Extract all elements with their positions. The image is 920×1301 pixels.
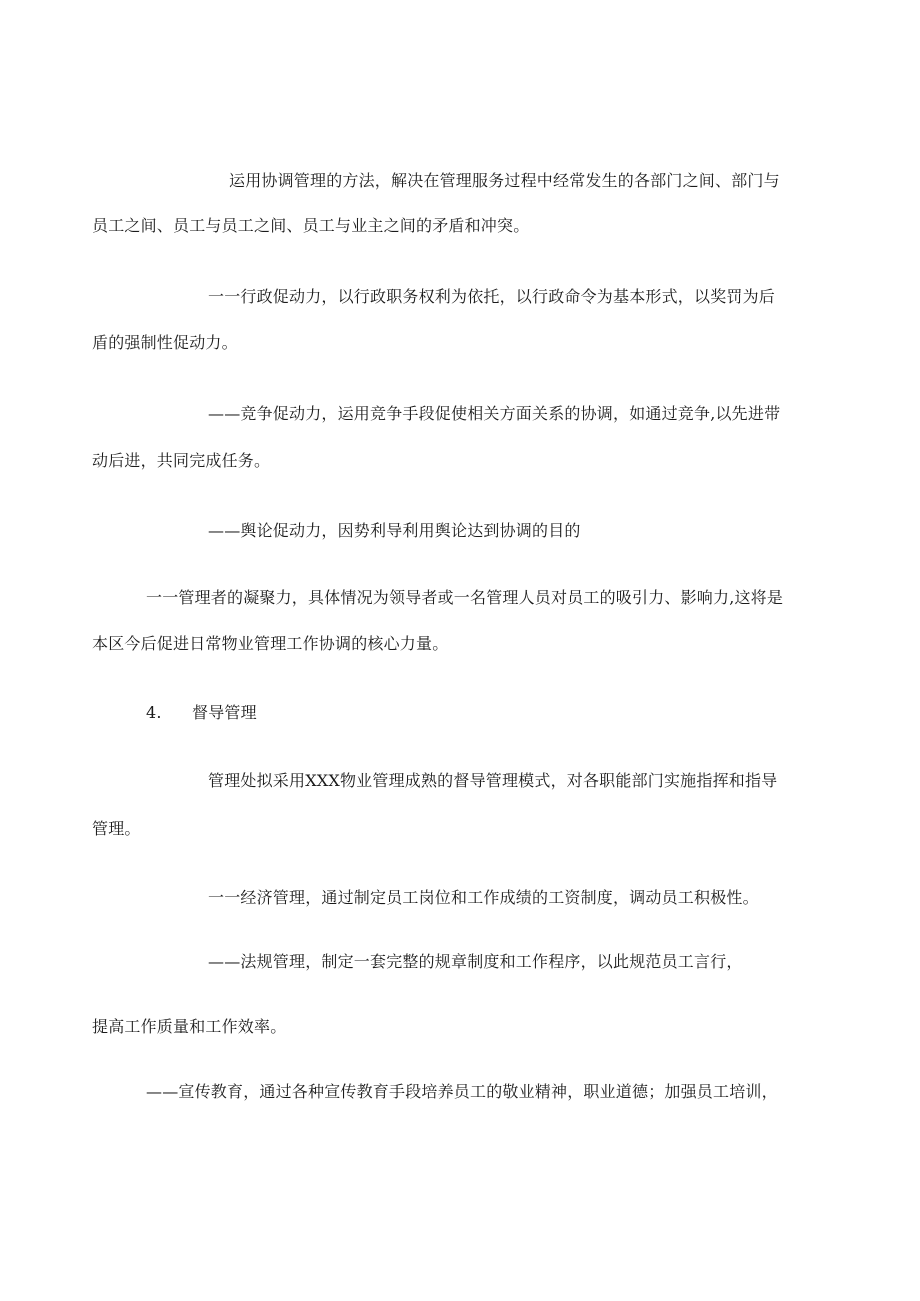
paragraph-1-line-1: 运用协调管理的方法，解决在管理服务过程中经常发生的各部门之间、部门与 — [229, 171, 780, 190]
paragraph-2-line-1: 一一行政促动力，以行政职务权利为依托，以行政命令为基本形式，以奖罚为后 — [208, 287, 776, 306]
paragraph-8-line-1: ——法规管理，制定一套完整的规章制度和工作程序，以此规范员工言行， — [208, 952, 743, 971]
paragraph-1-line-2: 员工之间、员工与员工之间、员工与业主之间的矛盾和冲突。 — [92, 216, 530, 235]
paragraph-6-line-2: 管理。 — [92, 819, 141, 838]
paragraph-8-line-2: 提高工作质量和工作效率。 — [92, 1017, 287, 1036]
paragraph-6-line-1: 管理处拟采用XXX物业管理成熟的督导管理模式，对各职能部门实施指挥和指导 — [208, 771, 778, 790]
section-title: 督导管理 — [192, 703, 257, 722]
paragraph-4-line-1: ——舆论促动力，因势利导利用舆论达到协调的目的 — [208, 521, 581, 540]
paragraph-2-line-2: 盾的强制性促动力。 — [92, 333, 238, 352]
paragraph-7-line-1: 一一经济管理，通过制定员工岗位和工作成绩的工资制度，调动员工积极性。 — [208, 888, 759, 907]
paragraph-5-line-2: 本区今后促进日常物业管理工作协调的核心力量。 — [92, 634, 449, 653]
paragraph-3-line-2: 动后进，共同完成任务。 — [92, 451, 271, 470]
paragraph-3-line-1: ——竞争促动力，运用竞争手段促使相关方面关系的协调，如通过竞争,以先进带 — [208, 404, 781, 423]
paragraph-9-line-1: ——宣传教育，通过各种宣传教育手段培养员工的敬业精神，职业道德；加强员工培训， — [146, 1082, 778, 1101]
section-number: 4. — [146, 703, 162, 722]
section-heading — [146, 703, 257, 723]
paragraph-5-line-1: 一一管理者的凝聚力，具体情况为领导者或一名管理人员对员工的吸引力、影响力,这将是 — [146, 588, 784, 607]
